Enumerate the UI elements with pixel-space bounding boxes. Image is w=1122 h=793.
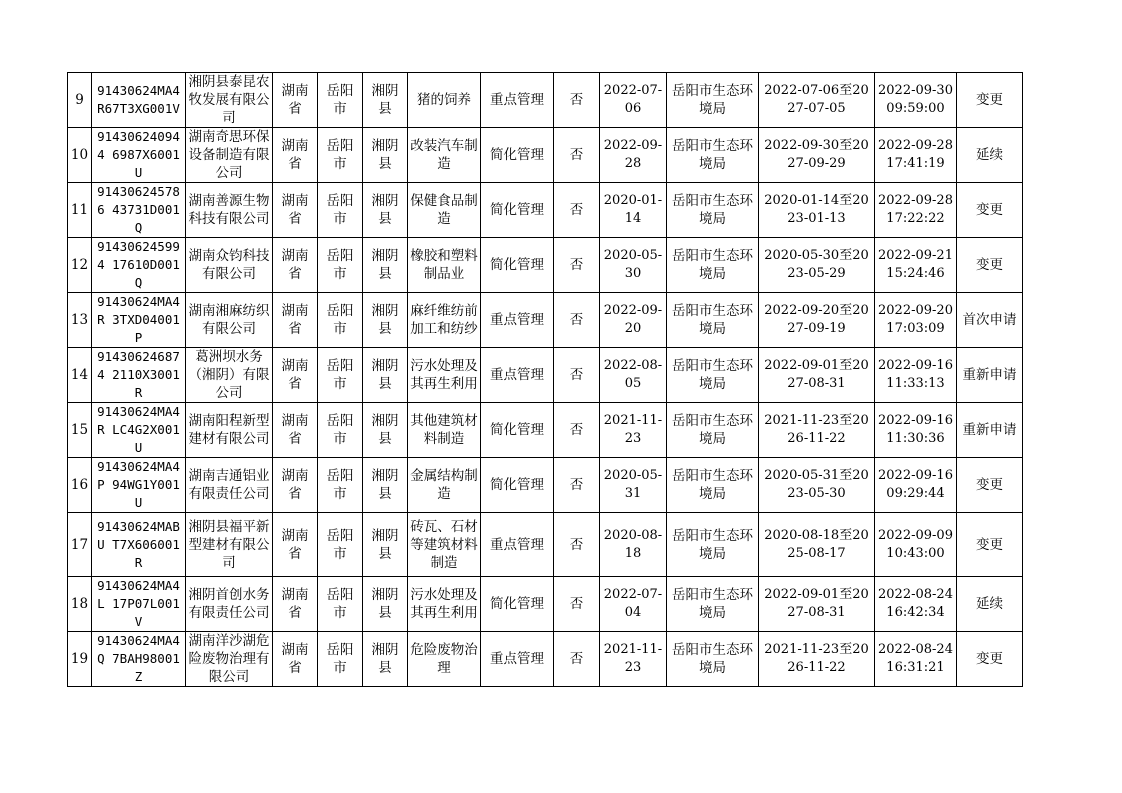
authority-cell: 岳阳市生态环境局 (667, 403, 759, 458)
industry-cell: 污水处理及其再生利用 (408, 577, 481, 632)
authority-cell: 岳阳市生态环境局 (667, 183, 759, 238)
authority-cell: 岳阳市生态环境局 (667, 293, 759, 348)
city-cell: 岳阳市 (318, 238, 363, 293)
validity-period-cell: 2021-11-23至2026-11-22 (759, 403, 875, 458)
issue-date-cell: 2021-11-23 (600, 632, 667, 687)
issue-date-cell: 2022-07-06 (600, 73, 667, 128)
industry-cell: 猪的饲养 (408, 73, 481, 128)
province-cell: 湖南省 (273, 632, 318, 687)
credit-code-cell: 91430624MA4Q 7BAH98001Z (92, 632, 186, 687)
action-type-cell: 变更 (957, 632, 1023, 687)
industry-cell: 污水处理及其再生利用 (408, 348, 481, 403)
credit-code-cell: 914306246874 2110X3001R (92, 348, 186, 403)
issue-date-cell: 2022-08-05 (600, 348, 667, 403)
province-cell: 湖南省 (273, 403, 318, 458)
table-row (68, 632, 1023, 687)
authority-cell: 岳阳市生态环境局 (667, 458, 759, 513)
action-type-cell: 延续 (957, 128, 1023, 183)
issue-date-cell: 2020-05-31 (600, 458, 667, 513)
industry-cell: 橡胶和塑料制品业 (408, 238, 481, 293)
county-cell: 湘阴县 (363, 348, 408, 403)
row-number-cell: 16 (68, 458, 92, 513)
validity-period-cell: 2022-07-06至2027-07-05 (759, 73, 875, 128)
flag-cell: 否 (554, 183, 600, 238)
province-cell: 湖南省 (273, 458, 318, 513)
permit-table (67, 72, 1023, 687)
row-number-cell: 12 (68, 238, 92, 293)
province-cell: 湖南省 (273, 183, 318, 238)
action-type-cell: 延续 (957, 577, 1023, 632)
county-cell: 湘阴县 (363, 577, 408, 632)
authority-cell: 岳阳市生态环境局 (667, 128, 759, 183)
management-type-cell: 重点管理 (481, 632, 554, 687)
submit-time-cell: 2022-09-28 17:22:22 (875, 183, 957, 238)
table-row (68, 458, 1023, 513)
company-name-cell: 湖南湘麻纺织有限公司 (186, 293, 273, 348)
validity-period-cell: 2020-08-18至2025-08-17 (759, 513, 875, 577)
industry-cell: 砖瓦、石材等建筑材料制造 (408, 513, 481, 577)
action-type-cell: 变更 (957, 183, 1023, 238)
validity-period-cell: 2020-05-30至2023-05-29 (759, 238, 875, 293)
table-row (68, 128, 1023, 183)
flag-cell: 否 (554, 577, 600, 632)
city-cell: 岳阳市 (318, 128, 363, 183)
county-cell: 湘阴县 (363, 458, 408, 513)
validity-period-cell: 2022-09-01至2027-08-31 (759, 348, 875, 403)
city-cell: 岳阳市 (318, 348, 363, 403)
company-name-cell: 湖南奇思环保设备制造有限公司 (186, 128, 273, 183)
credit-code-cell: 914306245994 17610D001Q (92, 238, 186, 293)
issue-date-cell: 2022-09-28 (600, 128, 667, 183)
flag-cell: 否 (554, 238, 600, 293)
city-cell: 岳阳市 (318, 183, 363, 238)
submit-time-cell: 2022-09-20 17:03:09 (875, 293, 957, 348)
flag-cell: 否 (554, 403, 600, 458)
county-cell: 湘阴县 (363, 183, 408, 238)
company-name-cell: 湘阴县泰昆农牧发展有限公司 (186, 73, 273, 128)
validity-period-cell: 2022-09-01至2027-08-31 (759, 577, 875, 632)
province-cell: 湖南省 (273, 348, 318, 403)
credit-code-cell: 914306240944 6987X6001U (92, 128, 186, 183)
management-type-cell: 简化管理 (481, 403, 554, 458)
row-number-cell: 10 (68, 128, 92, 183)
industry-cell: 金属结构制造 (408, 458, 481, 513)
issue-date-cell: 2020-01-14 (600, 183, 667, 238)
authority-cell: 岳阳市生态环境局 (667, 577, 759, 632)
city-cell: 岳阳市 (318, 577, 363, 632)
province-cell: 湖南省 (273, 293, 318, 348)
validity-period-cell: 2020-05-31至2023-05-30 (759, 458, 875, 513)
flag-cell: 否 (554, 513, 600, 577)
county-cell: 湘阴县 (363, 403, 408, 458)
authority-cell: 岳阳市生态环境局 (667, 73, 759, 128)
validity-period-cell: 2022-09-20至2027-09-19 (759, 293, 875, 348)
action-type-cell: 变更 (957, 458, 1023, 513)
management-type-cell: 重点管理 (481, 293, 554, 348)
table-row (68, 513, 1023, 577)
company-name-cell: 湖南众钧科技有限公司 (186, 238, 273, 293)
table-row (68, 577, 1023, 632)
management-type-cell: 简化管理 (481, 458, 554, 513)
issue-date-cell: 2022-07-04 (600, 577, 667, 632)
company-name-cell: 湖南洋沙湖危险废物治理有限公司 (186, 632, 273, 687)
flag-cell: 否 (554, 632, 600, 687)
industry-cell: 危险废物治理 (408, 632, 481, 687)
credit-code-cell: 91430624MA4P 94WG1Y001U (92, 458, 186, 513)
row-number-cell: 15 (68, 403, 92, 458)
province-cell: 湖南省 (273, 128, 318, 183)
management-type-cell: 重点管理 (481, 73, 554, 128)
table-row (68, 183, 1023, 238)
submit-time-cell: 2022-08-24 16:42:34 (875, 577, 957, 632)
management-type-cell: 简化管理 (481, 577, 554, 632)
credit-code-cell: 914306245786 43731D001Q (92, 183, 186, 238)
issue-date-cell: 2022-09-20 (600, 293, 667, 348)
action-type-cell: 重新申请 (957, 348, 1023, 403)
county-cell: 湘阴县 (363, 238, 408, 293)
management-type-cell: 重点管理 (481, 513, 554, 577)
company-name-cell: 葛洲坝水务（湘阴）有限公司 (186, 348, 273, 403)
submit-time-cell: 2022-09-28 17:41:19 (875, 128, 957, 183)
company-name-cell: 湘阴首创水务有限责任公司 (186, 577, 273, 632)
row-number-cell: 13 (68, 293, 92, 348)
city-cell: 岳阳市 (318, 632, 363, 687)
authority-cell: 岳阳市生态环境局 (667, 348, 759, 403)
permit-table-body (68, 73, 1023, 687)
action-type-cell: 首次申请 (957, 293, 1023, 348)
management-type-cell: 简化管理 (481, 183, 554, 238)
validity-period-cell: 2021-11-23至2026-11-22 (759, 632, 875, 687)
authority-cell: 岳阳市生态环境局 (667, 513, 759, 577)
action-type-cell: 变更 (957, 513, 1023, 577)
table-row (68, 238, 1023, 293)
city-cell: 岳阳市 (318, 293, 363, 348)
city-cell: 岳阳市 (318, 403, 363, 458)
city-cell: 岳阳市 (318, 73, 363, 128)
industry-cell: 改装汽车制造 (408, 128, 481, 183)
issue-date-cell: 2020-08-18 (600, 513, 667, 577)
table-row (68, 403, 1023, 458)
credit-code-cell: 91430624MA4R67T3XG001V (92, 73, 186, 128)
county-cell: 湘阴县 (363, 632, 408, 687)
submit-time-cell: 2022-08-24 16:31:21 (875, 632, 957, 687)
validity-period-cell: 2022-09-30至2027-09-29 (759, 128, 875, 183)
flag-cell: 否 (554, 458, 600, 513)
table-row (68, 73, 1023, 128)
submit-time-cell: 2022-09-09 10:43:00 (875, 513, 957, 577)
action-type-cell: 变更 (957, 73, 1023, 128)
table-row (68, 293, 1023, 348)
management-type-cell: 简化管理 (481, 128, 554, 183)
flag-cell: 否 (554, 73, 600, 128)
county-cell: 湘阴县 (363, 128, 408, 183)
submit-time-cell: 2022-09-16 09:29:44 (875, 458, 957, 513)
validity-period-cell: 2020-01-14至2023-01-13 (759, 183, 875, 238)
credit-code-cell: 91430624MABU T7X606001R (92, 513, 186, 577)
company-name-cell: 湘阴县福平新型建材有限公司 (186, 513, 273, 577)
submit-time-cell: 2022-09-16 11:30:36 (875, 403, 957, 458)
action-type-cell: 重新申请 (957, 403, 1023, 458)
credit-code-cell: 91430624MA4R LC4G2X001U (92, 403, 186, 458)
flag-cell: 否 (554, 293, 600, 348)
credit-code-cell: 91430624MA4L 17P07L001V (92, 577, 186, 632)
flag-cell: 否 (554, 128, 600, 183)
row-number-cell: 18 (68, 577, 92, 632)
submit-time-cell: 2022-09-16 11:33:13 (875, 348, 957, 403)
city-cell: 岳阳市 (318, 513, 363, 577)
flag-cell: 否 (554, 348, 600, 403)
company-name-cell: 湖南阳程新型建材有限公司 (186, 403, 273, 458)
province-cell: 湖南省 (273, 238, 318, 293)
issue-date-cell: 2021-11-23 (600, 403, 667, 458)
management-type-cell: 重点管理 (481, 348, 554, 403)
industry-cell: 麻纤维纺前加工和纺纱 (408, 293, 481, 348)
industry-cell: 保健食品制造 (408, 183, 481, 238)
row-number-cell: 9 (68, 73, 92, 128)
submit-time-cell: 2022-09-30 09:59:00 (875, 73, 957, 128)
company-name-cell: 湖南善源生物科技有限公司 (186, 183, 273, 238)
industry-cell: 其他建筑材料制造 (408, 403, 481, 458)
row-number-cell: 11 (68, 183, 92, 238)
company-name-cell: 湖南吉通铝业有限责任公司 (186, 458, 273, 513)
row-number-cell: 14 (68, 348, 92, 403)
management-type-cell: 简化管理 (481, 238, 554, 293)
province-cell: 湖南省 (273, 73, 318, 128)
table-row (68, 348, 1023, 403)
submit-time-cell: 2022-09-21 15:24:46 (875, 238, 957, 293)
issue-date-cell: 2020-05-30 (600, 238, 667, 293)
county-cell: 湘阴县 (363, 293, 408, 348)
row-number-cell: 17 (68, 513, 92, 577)
action-type-cell: 变更 (957, 238, 1023, 293)
county-cell: 湘阴县 (363, 73, 408, 128)
authority-cell: 岳阳市生态环境局 (667, 238, 759, 293)
county-cell: 湘阴县 (363, 513, 408, 577)
province-cell: 湖南省 (273, 577, 318, 632)
credit-code-cell: 91430624MA4R 3TXD04001P (92, 293, 186, 348)
authority-cell: 岳阳市生态环境局 (667, 632, 759, 687)
city-cell: 岳阳市 (318, 458, 363, 513)
row-number-cell: 19 (68, 632, 92, 687)
province-cell: 湖南省 (273, 513, 318, 577)
